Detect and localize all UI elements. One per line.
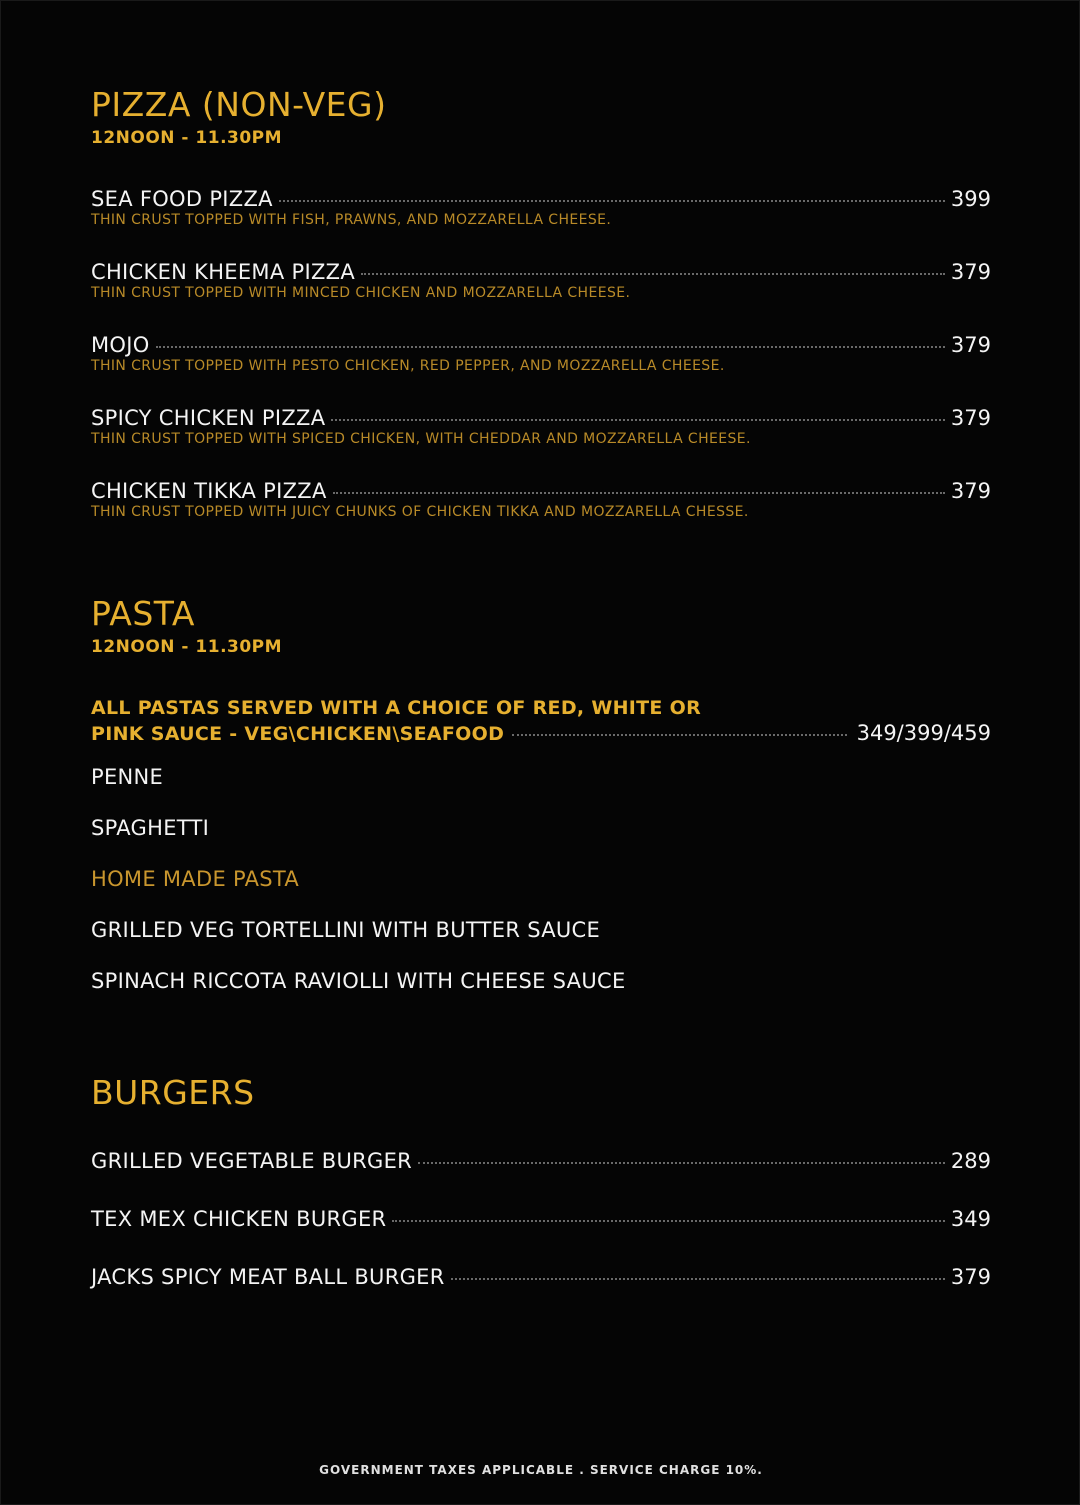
dot-leader (279, 200, 945, 202)
burgers-section (91, 1073, 991, 1289)
dot-leader (512, 734, 846, 736)
item-description: THIN CRUST TOPPED WITH MINCED CHICKEN AND MOZZARELLA CHEESE. (91, 285, 631, 301)
menu-item (91, 479, 991, 520)
item-name: JACKS SPICY MEAT BALL BURGER (91, 1265, 445, 1289)
section-hours-pasta: 12NOON - 11.30PM (91, 637, 283, 657)
dot-leader (333, 492, 945, 494)
menu-item (91, 1149, 991, 1173)
item-name: TEX MEX CHICKEN BURGER (91, 1207, 387, 1231)
item-description: THIN CRUST TOPPED WITH JUICY CHUNKS OF CHICKEN TIKKA AND MOZZARELLA CHESSE. (91, 504, 749, 520)
dot-leader (361, 273, 945, 275)
pasta-note-line: ALL PASTAS SERVED WITH A CHOICE OF RED, WHITE OR (91, 697, 702, 719)
item-price: 379 (950, 1265, 991, 1289)
pasta-sauce-note (91, 695, 991, 747)
pizza-section (91, 85, 991, 520)
menu-item (91, 406, 991, 447)
footer-note: GOVERNMENT TAXES APPLICABLE . SERVICE CHARGE 10%. (319, 1463, 763, 1477)
item-description: THIN CRUST TOPPED WITH FISH, PRAWNS, AND MOZZARELLA CHEESE. (91, 212, 612, 228)
dot-leader (418, 1162, 945, 1164)
menu-item (91, 260, 991, 301)
item-price: 379 (950, 479, 991, 503)
pasta-item-penne: PENNE (91, 765, 164, 789)
item-name: SEA FOOD PIZZA (91, 187, 273, 211)
section-title-burgers: BURGERS (91, 1073, 255, 1112)
pasta-section (91, 594, 991, 993)
item-price: 349 (950, 1207, 991, 1231)
item-description: THIN CRUST TOPPED WITH PESTO CHICKEN, RED PEPPER, AND MOZZARELLA CHEESE. (91, 358, 725, 374)
section-title-pasta: PASTA (91, 594, 195, 633)
pasta-price: 349/399/459 (856, 721, 991, 745)
item-description: THIN CRUST TOPPED WITH SPICED CHICKEN, WITH CHEDDAR AND MOZZARELLA CHEESE. (91, 431, 751, 447)
dot-leader (451, 1278, 945, 1280)
dot-leader (331, 419, 944, 421)
menu-item (91, 333, 991, 374)
menu-item (91, 1265, 991, 1289)
pasta-item-tortellini: GRILLED VEG TORTELLINI WITH BUTTER SAUCE (91, 918, 601, 942)
item-name: CHICKEN KHEEMA PIZZA (91, 260, 355, 284)
pasta-note-line: PINK SAUCE - VEG\CHICKEN\SEAFOOD (91, 723, 505, 745)
item-price: 379 (950, 260, 991, 284)
section-hours-pizza: 12NOON - 11.30PM (91, 128, 283, 148)
homemade-pasta-heading: HOME MADE PASTA (91, 867, 300, 891)
item-price: 379 (950, 333, 991, 357)
dot-leader (392, 1220, 944, 1222)
section-title-pizza: PIZZA (NON-VEG) (91, 85, 387, 124)
dot-leader (156, 346, 945, 348)
pasta-item-ravioli: SPINACH RICCOTA RAVIOLLI WITH CHEESE SAUCE (91, 969, 626, 993)
item-name: GRILLED VEGETABLE BURGER (91, 1149, 413, 1173)
item-price: 399 (950, 187, 991, 211)
item-name: CHICKEN TIKKA PIZZA (91, 479, 327, 503)
item-name: MOJO (91, 333, 150, 357)
item-price: 379 (950, 406, 991, 430)
item-name: SPICY CHICKEN PIZZA (91, 406, 326, 430)
item-price: 289 (950, 1149, 991, 1173)
menu-item (91, 187, 991, 228)
menu-item (91, 1207, 991, 1231)
pasta-item-spaghetti: SPAGHETTI (91, 816, 210, 840)
